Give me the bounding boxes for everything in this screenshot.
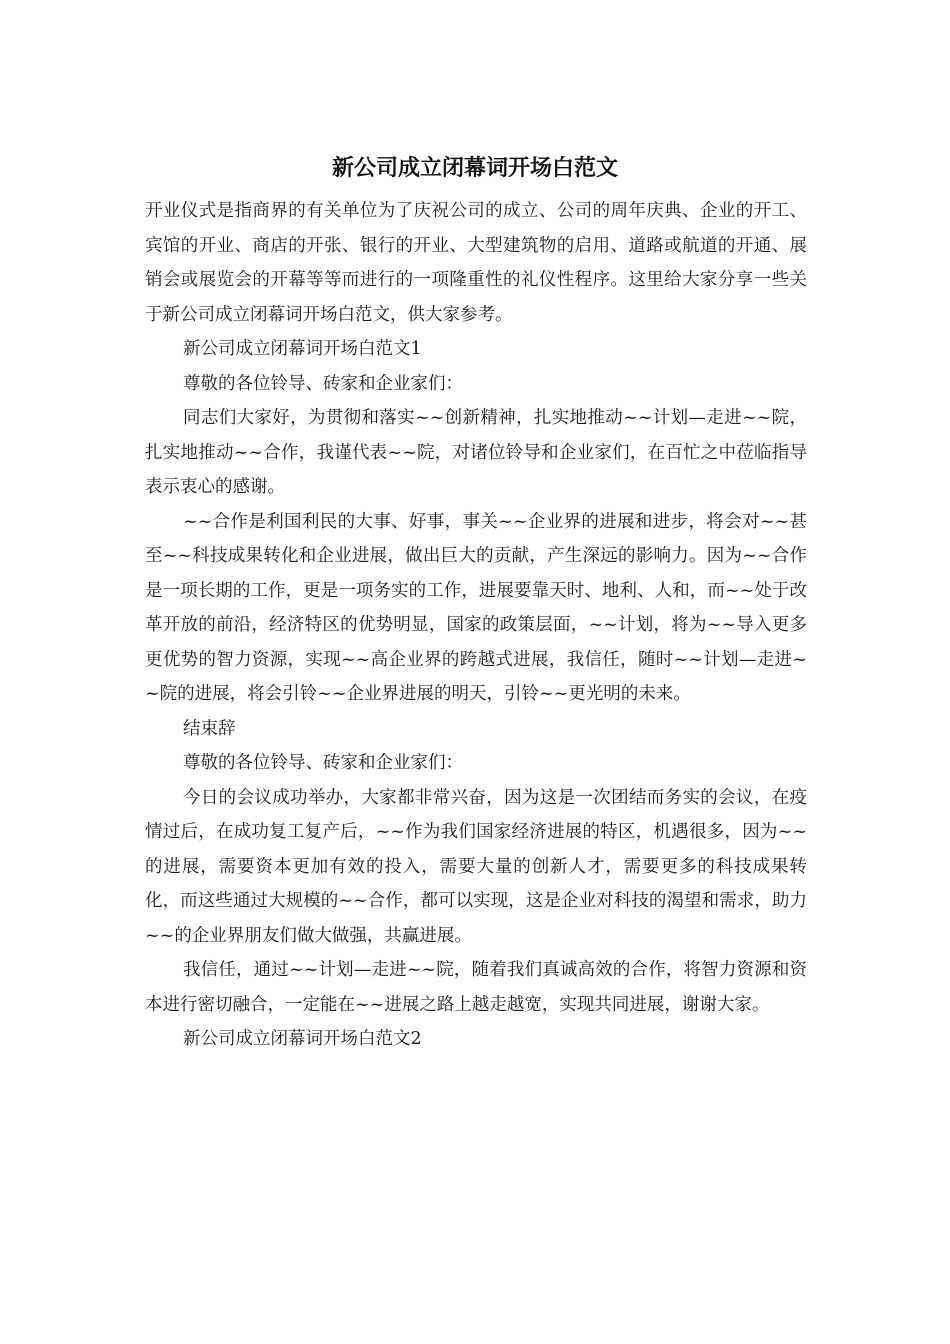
paragraph: 开业仪式是指商界的有关单位为了庆祝公司的成立、公司的周年庆典、企业的开工、宾馆的开业、商店的开张、银行的开业、大型建筑物的启用、道路或航道的开通、展销会或展览会的开幕等等而进行的一项隆重性的礼仪性程序。这里给大家分享一些关于新公司成立闭幕词开场白范文，供大家参考。 (145, 201, 807, 325)
paragraph: 同志们大家好，为贯彻和落实~~创新精神，扎实地推动~~计划—走进~~院，扎实地推动~~合作，我谨代表~~院，对诸位铃导和企业家们，在百忙之中莅临指导表示衷心的感谢。 (145, 408, 807, 497)
section-heading: 新公司成立闭幕词开场白范文1 (183, 339, 422, 359)
salutation: 尊敬的各位铃导、砖家和企业家们： (183, 753, 463, 773)
paragraph: 我信任，通过~~计划—走进~~院，随着我们真诚高效的合作，将智力资源和资本进行密切融合，一定能在~~进展之路上越走越宽，实现共同进展，谢谢大家。 (145, 960, 807, 1015)
paragraph: ~~合作是利国利民的大事、好事，事关~~企业界的进展和进步，将会对~~甚至~~科技成果转化和企业进展，做出巨大的贡献，产生深远的影响力。因为~~合作是一项长期的工作，更是一项务实的工作，进展要靠天时、地利、人和，而~~处于改革开放的前沿，经济特区的优势明显，国家的政策层面，~~计划，将为~~导入更多更优势的智力资源，实现~~高企业界的跨越式进展，我信任，随时~~计划—走进~~院的进展，将会引铃~~企业界进展的明天，引铃~~更光明的未来。 (145, 511, 807, 704)
document-title: 新公司成立闭幕词开场白范文 (331, 156, 618, 181)
section-heading: 新公司成立闭幕词开场白范文2 (183, 1029, 422, 1049)
section-heading: 结束辞 (183, 718, 236, 739)
paragraph: 今日的会议成功举办，大家都非常兴奋，因为这是一次团结而务实的会议，在疫情过后，在成功复工复产后，~~作为我们国家经济进展的特区，机遇很多，因为~~的进展，需要资本更加有效的投入，需要大量的创新人才，需要更多的科技成果转化，而这些通过大规模的~~合作，都可以实现，这是企业对科技的渴望和需求，助力~~的企业界朋友们做大做强，共赢进展。 (145, 787, 807, 946)
salutation: 尊敬的各位铃导、砖家和企业家们： (183, 373, 463, 394)
document-body (145, 194, 807, 1057)
